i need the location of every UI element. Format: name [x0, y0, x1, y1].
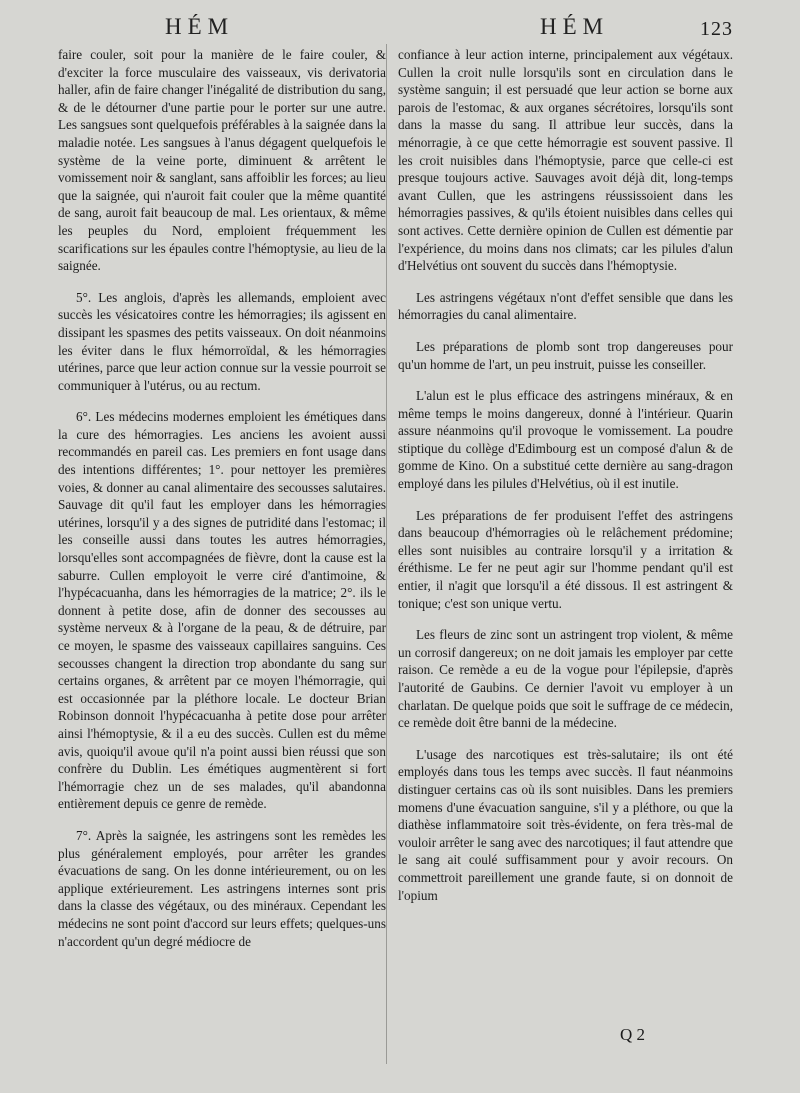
- paragraph: Les astringens végétaux n'ont d'effet sensible que dans les hémorragies du canal alimentaire.: [398, 289, 733, 323]
- paragraph: L'alun est le plus efficace des astringens minéraux, & en même temps le moins dangereux, donné à l'intérieur. Quarin assure néanmoins qu'il provoque le vomissement. La poudre stiptique du collège d'Edimbourg est un composé d'alun & de gomme de Kino. On a substitué cette dernière au sang-dragon employé dans les pilules d'Helvétius, où il est inutile.: [398, 388, 733, 492]
- paragraph: 6°. Les médecins modernes emploient les émétiques dans la cure des hémorragies. Les anciens les avoient aussi recommandés en pareil cas. Les premiers en font usage dans des intentions différentes; 1°. pour nettoyer les premières voies, & donner au canal alimentaire des secousses salutaires. Sauvage dit qu'il faut les employer dans les hémorragies utérines, lorsqu'il y a des signes de putridité dans l'estomac; il les conseille aussi dans toutes les autres hémorragies, lorsqu'elles sont accompagnées de fièvre, dont la cause est la saburre. Cullen employoit le verre ciré d'antimoine, & l'hypécacuanha, dans les hémorragies de la matrice; 2°. ils le donnent à petite dose, afin de donner des secousses au système nerveux & à l'organe de la peau, & de détruire, par ce moyen, le spasme des vaisseaux capillaires sanguins. Ces secousses changent la direction trop abondante du sang sur certains organes, & arrêtent par ce moyen l'hémorragie, qui est occasionnée par la pléthore locale. Le docteur Brian Robinson donnoit l'hypécacuanha à petite dose pour arrêter ainsi l'hémoptysie, & il a eu des succès. Cullen est du même avis, quoiqu'il avoue qu'il n'a point aussi bien réussi que son confrère du Dublin. Les émétiques augmentèrent si fort l'hémorragie chez un de ses malades, qu'il abandonna entièrement depuis ce genre de remède.: [58, 409, 386, 812]
- paragraph: 5°. Les anglois, d'après les allemands, emploient avec succès les vésicatoires contre les hémorragies; ils agissent en dissipant les spasmes des petits vaisseaux. On doit néanmoins les éviter dans le flux hémorroïdal, & les hémorragies utérines, parce que leur action connue sur la vessie pourroit se communiquer à l'utérus, ou au rectum.: [58, 289, 386, 393]
- paragraph: L'usage des narcotiques est très-salutaire; ils ont été employés dans tous les temps avec succès. Il faut néanmoins distinguer certains cas où ils sont nuisibles. Dans les premiers momens d'une évacuation sanguine, s'il y a pléthore, ou que la diathèse inflammatoire soit très-évidente, on fera très-mal de vouloir arrêter le sang avec des narcotiques; il faut attendre que le sang ait coulé suffisamment pour y avoir recours. On commettroit pareillement une grande faute, si on donnoit de l'opium: [398, 746, 733, 903]
- right-column: [398, 46, 733, 1066]
- paragraph: Les préparations de plomb sont trop dangereuses pour qu'un homme de l'art, un peu instruit, puisse les conseiller.: [398, 338, 733, 372]
- paragraph: faire couler, soit pour la manière de le faire couler, & d'exciter la force musculaire des vaisseaux, vis derivatoria haller, afin de faire changer l'inégalité de distribution du sang, & de le détourner d'une partie pour le porter sur une autre. Les sangsues sont quelquefois préférables à la saignée dans la maladie notée. Les sangsues à l'anus dégagent quelquefois le système de la veine porte, diminuent & arrêtent le vomissement noir & sanglant, sans affoiblir les forces; au lieu que la saignée, qui n'auroit fait couler que la même quantité de sang, auroit fait beaucoup de mal. Les orientaux, & même les peuples du Nord, emploient fréquemment les scarifications sur les épaules contre l'hémoptysie, au lieu de la saignée.: [58, 47, 386, 274]
- paragraph: confiance à leur action interne, principalement aux végétaux. Cullen la croit nulle lorsqu'ils sont en circulation dans le système sanguin; il est persuadé que leur action se borne aux parois de l'estomac, & aux organes sécrétoires, lorsqu'ils sont dans la masse du sang. Il attribue leur succès, dans la ménorragie, à ce que cette hémorragie est souvent passive. Il les croit nuisibles dans l'hémoptysie, parce que celle-ci est presque toujours active. Sauvages avoit déjà dit, long-temps avant Cullen, que les astringens réussissoient dans les hémorragies passives, & qu'ils étoient nuisibles dans celles qui sont actives. Cette dernière opinion de Cullen est démentie par l'expérience, du moins dans nos climats; car les pilules d'alun d'Helvétius ont souvent du succès dans l'hémoptysie.: [398, 47, 733, 274]
- running-head-left: HÉM: [165, 14, 235, 39]
- paragraph: Les fleurs de zinc sont un astringent trop violent, & même un corrosif dangereux; on ne doit jamais les employer par cette raison. Ce remède a eu de la vogue pour l'épilepsie, d'après l'autorité de Gaubins. Ce dernier l'avoit vu employer à un charlatan. De quelque poids que soit le suffrage de ce médecin, ce remède doit être banni de la médecine.: [398, 627, 733, 731]
- left-column: [58, 46, 386, 1066]
- signature-mark: Q 2: [620, 1025, 646, 1044]
- running-head-right: HÉM: [540, 14, 610, 39]
- paragraph: 7°. Après la saignée, les astringens sont les remèdes les plus généralement employés, pour arrêter les grandes évacuations de sang. On les donne intérieurement, ou on les applique extérieurement. Les astringens internes sont pris dans la classe des végétaux, ou des minéraux. Cependant les médecins ne sont point d'accord sur leurs effets; quelques-uns n'accordent qu'un degré médiocre de: [58, 827, 386, 949]
- page-number: 123: [700, 18, 733, 40]
- paragraph: Les préparations de fer produisent l'effet des astringens dans beaucoup d'hémorragies où le relâchement prédomine; elles sont nuisibles au contraire lorsqu'il y a irritation & éréthisme. Le fer ne peut agir sur l'homme pendant qu'il est entier, il n'agit que lorsqu'il a été dissous. Il est astringent & tonique; c'est son unique vertu.: [398, 507, 733, 611]
- column-divider: [386, 44, 387, 1064]
